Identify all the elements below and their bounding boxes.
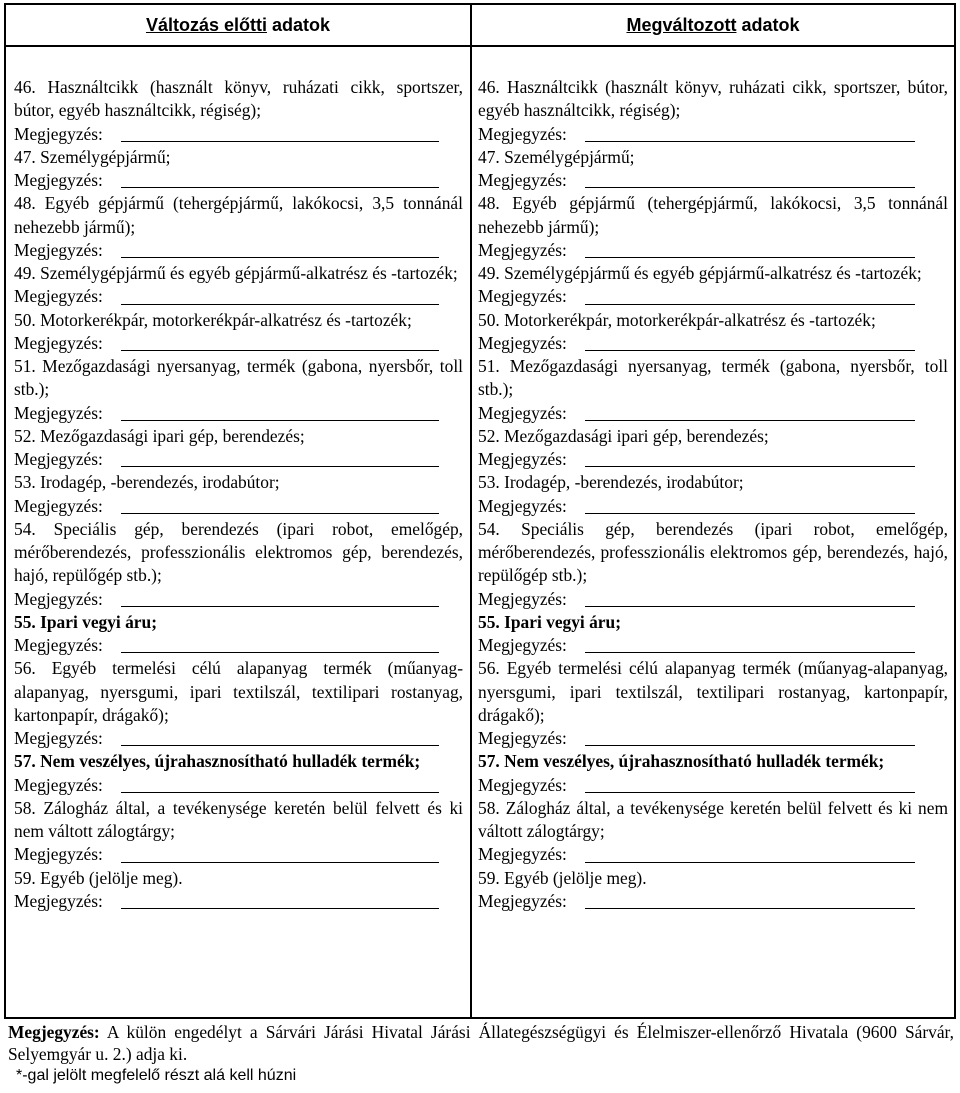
note-label: Megjegyzés:: [14, 286, 103, 307]
after-note-row: [478, 727, 948, 750]
after-note-row: [478, 332, 948, 355]
before-category-item: 55. Ipari vegyi áru;: [14, 611, 157, 632]
after-note-row: [478, 123, 948, 146]
note-label: Megjegyzés:: [478, 123, 567, 144]
note-fill-line[interactable]: [585, 730, 915, 746]
after-header-rest: adatok: [736, 14, 800, 35]
before-header-underlined: Változás előtti: [145, 14, 267, 35]
note-label: Megjegyzés:: [14, 123, 103, 144]
note-fill-line[interactable]: [121, 126, 439, 142]
note-label: Megjegyzés:: [14, 844, 103, 865]
after-note-row: [478, 774, 948, 797]
after-note-row: [478, 495, 948, 518]
note-fill-line[interactable]: [585, 498, 915, 514]
note-fill-line[interactable]: [121, 893, 439, 909]
before-note-row: [14, 727, 463, 750]
note-label: Megjegyzés:: [14, 402, 103, 423]
note-label: Megjegyzés:: [14, 774, 103, 795]
note-label: Megjegyzés:: [14, 170, 103, 190]
note-label: Megjegyzés:: [478, 495, 567, 516]
before-note-row: [14, 774, 463, 797]
note-label: Megjegyzés:: [14, 588, 103, 609]
note-fill-line[interactable]: [585, 289, 915, 305]
before-column-header: [6, 5, 470, 47]
after-note-row: [478, 448, 948, 471]
note-label: Megjegyzés:: [14, 239, 103, 260]
note-label: Megjegyzés:: [478, 286, 567, 307]
after-items-list: [472, 47, 954, 913]
before-category-item: 54. Speciális gép, berendezés (ipari robot, emelőgép, mérőberendezés, professzionális elektromos gép, berendezés, hajó, repülőgép stb.);: [14, 518, 463, 586]
before-items-list: [6, 47, 470, 913]
before-note-row: [14, 843, 463, 866]
before-note-row: [14, 239, 463, 262]
note-fill-line[interactable]: [121, 289, 439, 305]
note-fill-line[interactable]: [121, 591, 439, 607]
before-category-item: 49. Személygépjármű és egyéb gépjármű-alkatrész és -tartozék;: [14, 263, 458, 283]
before-category-item: 46. Használtcikk (használt könyv, ruházati cikk, sportszer, bútor, egyéb használtcikk, régiség);: [14, 77, 463, 121]
note-fill-line[interactable]: [121, 847, 439, 863]
after-note-row: [478, 402, 948, 425]
before-category-item: 53. Irodagép, -berendezés, irodabútor;: [14, 472, 280, 493]
after-category-item: 58. Zálogház által, a tevékenysége keretén belül felvett és ki nem váltott zálogtárgy;: [478, 797, 948, 841]
note-label: Megjegyzés:: [478, 449, 567, 469]
after-note-row: [478, 285, 948, 308]
before-note-row: [14, 332, 463, 355]
after-category-item: 47. Személygépjármű;: [478, 146, 635, 167]
note-label: Megjegyzés:: [478, 635, 567, 655]
before-category-item: 56. Egyéb termelési célú alapanyag termék (műanyag-alapanyag, nyersgumi, ipari textilszál, textilipari rostanyag, kartonpapír, drágakő);: [14, 658, 463, 725]
note-fill-line[interactable]: [585, 591, 915, 607]
note-fill-line[interactable]: [121, 242, 439, 258]
after-note-row: [478, 169, 948, 192]
note-fill-line[interactable]: [585, 405, 915, 421]
after-category-item: 56. Egyéb termelési célú alapanyag termék (műanyag-alapanyag, nyersgumi, ipari textilszál, textilipari rostanyag, kartonpapír, drágakő);: [478, 658, 948, 725]
note-fill-line[interactable]: [585, 335, 915, 351]
after-category-item: 46. Használtcikk (használt könyv, ruházati cikk, sportszer, bútor, egyéb használtcikk, régiség);: [478, 77, 948, 121]
after-column-header: [472, 5, 954, 47]
footer-notes: [8, 1021, 954, 1087]
note-fill-line[interactable]: [121, 730, 439, 746]
note-fill-line[interactable]: [585, 893, 915, 909]
before-note-row: [14, 634, 463, 657]
note-label: Megjegyzés:: [478, 332, 567, 353]
note-label: Megjegyzés:: [478, 844, 567, 865]
underline-instruction: *-gal jelölt megfelelő részt alá kell húzni: [16, 1067, 297, 1084]
note-label: Megjegyzés:: [478, 239, 567, 260]
before-note-row: [14, 890, 463, 913]
before-category-item: 59. Egyéb (jelölje meg).: [14, 867, 183, 888]
footer-note-text: A külön engedélyt a Sárvári Járási Hivatal Járási Állategészségügyi és Élelmiszer-ellenőrző Hivatala (9600 Sárvár, Selyemgyár u. 2.) adja ki.: [8, 1022, 954, 1064]
after-note-row: [478, 634, 948, 657]
before-category-item: 57. Nem veszélyes, újrahasznosítható hulladék termék;: [14, 751, 421, 772]
after-note-row: [478, 843, 948, 866]
before-note-row: [14, 495, 463, 518]
before-note-row: [14, 169, 463, 192]
note-label: Megjegyzés:: [478, 170, 567, 190]
note-fill-line[interactable]: [121, 498, 439, 514]
note-label: Megjegyzés:: [14, 890, 103, 911]
before-category-item: 50. Motorkerékpár, motorkerékpár-alkatrész és -tartozék;: [14, 309, 412, 330]
after-category-item: 57. Nem veszélyes, újrahasznosítható hulladék termék;: [478, 751, 885, 772]
before-note-row: [14, 285, 463, 308]
after-category-item: 52. Mezőgazdasági ipari gép, berendezés;: [478, 425, 769, 446]
note-label: Megjegyzés:: [14, 635, 103, 655]
after-note-row: [478, 239, 948, 262]
note-label: Megjegyzés:: [14, 495, 103, 516]
note-label: Megjegyzés:: [14, 332, 103, 353]
footer-note: [8, 1021, 954, 1065]
note-fill-line[interactable]: [585, 777, 915, 793]
before-note-row: [14, 402, 463, 425]
before-header-rest: adatok: [267, 14, 331, 35]
before-category-item: 47. Személygépjármű;: [14, 146, 171, 167]
note-label: Megjegyzés:: [14, 728, 103, 748]
footer-note-label: Megjegyzés:: [8, 1022, 100, 1042]
note-label: Megjegyzés:: [478, 728, 567, 748]
after-note-row: [478, 890, 948, 913]
note-label: Megjegyzés:: [478, 588, 567, 609]
before-note-row: [14, 123, 463, 146]
note-label: Megjegyzés:: [478, 774, 567, 795]
note-fill-line[interactable]: [585, 637, 915, 653]
note-fill-line[interactable]: [585, 451, 915, 467]
after-category-item: 50. Motorkerékpár, motorkerékpár-alkatrész és -tartozék;: [478, 309, 876, 330]
after-column: [472, 5, 954, 1017]
note-fill-line[interactable]: [585, 847, 915, 863]
note-fill-line[interactable]: [121, 637, 439, 653]
after-header-underlined: Megváltozott: [626, 14, 737, 35]
after-category-item: 55. Ipari vegyi áru;: [478, 611, 621, 632]
after-category-item: 51. Mezőgazdasági nyersanyag, termék (gabona, nyersbőr, toll stb.);: [478, 356, 948, 400]
note-label: Megjegyzés:: [478, 890, 567, 911]
note-fill-line[interactable]: [121, 777, 439, 793]
after-note-row: [478, 588, 948, 611]
note-label: Megjegyzés:: [14, 449, 103, 469]
note-fill-line[interactable]: [121, 451, 439, 467]
after-category-item: 49. Személygépjármű és egyéb gépjármű-alkatrész és -tartozék;: [478, 263, 922, 283]
note-fill-line[interactable]: [585, 172, 915, 188]
note-fill-line[interactable]: [585, 126, 915, 142]
after-category-item: 48. Egyéb gépjármű (tehergépjármű, lakókocsi, 3,5 tonnánál nehezebb jármű);: [478, 193, 948, 237]
note-fill-line[interactable]: [121, 405, 439, 421]
before-note-row: [14, 448, 463, 471]
before-note-row: [14, 588, 463, 611]
after-category-item: 53. Irodagép, -berendezés, irodabútor;: [478, 472, 744, 493]
before-column: [6, 5, 472, 1017]
after-category-item: 54. Speciális gép, berendezés (ipari robot, emelőgép, mérőberendezés, professzionális elektromos gép, berendezés, hajó, repülőgép stb.);: [478, 518, 948, 586]
after-category-item: 59. Egyéb (jelölje meg).: [478, 867, 647, 888]
note-fill-line[interactable]: [121, 172, 439, 188]
data-change-table: [4, 3, 956, 1019]
note-label: Megjegyzés:: [478, 402, 567, 423]
before-category-item: 51. Mezőgazdasági nyersanyag, termék (gabona, nyersbőr, toll stb.);: [14, 356, 463, 400]
note-fill-line[interactable]: [121, 335, 439, 351]
before-category-item: 48. Egyéb gépjármű (tehergépjármű, lakókocsi, 3,5 tonnánál nehezebb jármű);: [14, 193, 463, 237]
before-category-item: 52. Mezőgazdasági ipari gép, berendezés;: [14, 425, 305, 446]
note-fill-line[interactable]: [585, 242, 915, 258]
before-category-item: 58. Zálogház által, a tevékenysége keretén belül felvett és ki nem váltott zálogtárgy;: [14, 797, 463, 841]
